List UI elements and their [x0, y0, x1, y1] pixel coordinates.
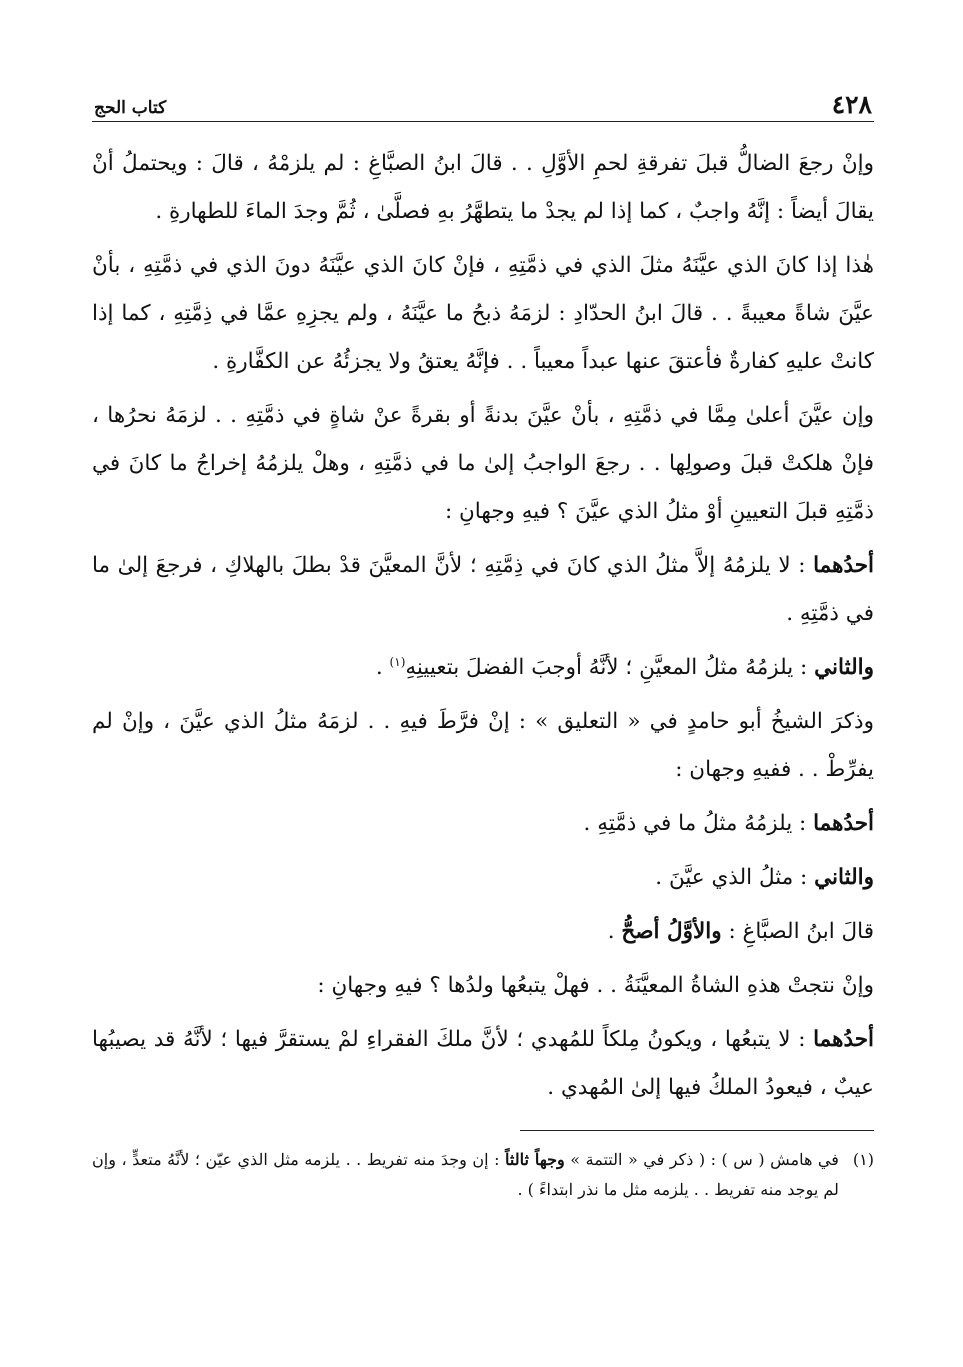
paragraph-text: : لا يلزمُهُ إلاَّ مثلُ الذي كانَ في ذِمَّتِهِ ؛ لأنَّ المعيَّنَ قدْ بطلَ بالهلاكِ ، فرجعَ إلىٰ ما في ذمَّتِهِ .: [92, 553, 874, 626]
paragraph-lead: أحدُهما: [813, 1027, 874, 1052]
footnote-bold: وجهاً ثالثاً: [505, 1150, 565, 1169]
paragraph: [92, 392, 874, 536]
paragraph-text: وإنْ رجعَ الضالُّ قبلَ تفرقةِ لحمِ الأوَّلِ . . قالَ ابنُ الصبَّاغِ : لم يلزمْهُ ، قالَ : ويحتملُ أنْ يقالَ أيضاً : إنَّهُ واجبٌ ، كما إذا لم يجدْ ما يتطهَّرُ بهِ فصلَّىٰ ، ثُمَّ وجدَ الماءَ للطهارةِ .: [92, 151, 874, 224]
paragraph: [92, 854, 874, 902]
paragraph: [92, 908, 874, 956]
paragraph: [92, 644, 874, 692]
page-number: ٤٢٨: [831, 90, 872, 119]
paragraph-text: وإن عيَّنَ أعلىٰ مِمَّا في ذمَّتِهِ ، بأنْ عيَّنَ بدنةً أو بقرةً عنْ شاةٍ في ذمَّتِهِ . . لزمَهُ نحرُها ، فإنْ هلكتْ قبلَ وصولِها . . رجعَ الواجبُ إلىٰ ما في ذمَّتِهِ ، وهلْ يلزمُهُ إخراجُ ما كانَ في ذمَّتِهِ قبلَ التعيينِ أوْ مثلُ الذي عيَّنَ ؟ فيهِ وجهانِ :: [92, 403, 874, 524]
paragraph: [92, 800, 874, 848]
paragraph-text: : يلزمُهُ مثلُ المعيَّنِ ؛ لأنَّهُ أوجبَ الفضلَ بتعيينِهِ: [405, 655, 815, 680]
footnote-text-b: : إن وجدَ منه تفريط . . يلزمه مثل الذي عيّن ؛ لأنَّهُ متعدٍّ ، وإن لم يوجد منه تفريط . . يلزمه مثل ما نذر ابتداءً ) .: [92, 1150, 839, 1199]
paragraph-lead: أحدُهما: [813, 811, 874, 836]
page: [92, 82, 874, 1205]
paragraph-text: وإنْ نتجتْ هذهِ الشاةُ المعيَّنَةُ . . فهلْ يتبعُها ولدُها ؟ فيهِ وجهانِ :: [317, 973, 874, 998]
page-header: [92, 82, 874, 122]
paragraph-tail: .: [375, 655, 390, 680]
paragraph-lead: والثاني: [814, 865, 874, 890]
footnote-text: [92, 1145, 839, 1205]
paragraph-text: : يلزمُهُ مثلُ ما في ذمَّتِهِ .: [583, 811, 814, 836]
paragraph: [92, 698, 874, 794]
paragraph: [92, 140, 874, 236]
running-title: كتاب الحج: [94, 98, 167, 118]
paragraph: [92, 1016, 874, 1112]
paragraph-bold: والأوَّلُ أصحُّ: [621, 919, 722, 944]
paragraph-text: وذكرَ الشيخُ أبو حامدٍ في « التعليق » : إنْ فرَّطَ فيهِ . . لزمَهُ مثلُ الذي عيَّنَ ، وإنْ لم يفرِّطْ . . ففيهِ وجهان :: [92, 709, 874, 782]
footnote-number: (١): [852, 1150, 874, 1169]
footnote-text-a: في هامش ( س ) : ( ذكر في « التتمة »: [564, 1150, 839, 1169]
footnote-reference[interactable]: (١): [389, 654, 406, 669]
paragraph-text: قالَ ابنُ الصبَّاغِ :: [721, 919, 874, 944]
footnote: [92, 1145, 874, 1205]
paragraph-tail: .: [607, 919, 622, 944]
paragraph: [92, 242, 874, 386]
paragraph-text: هٰذا إذا كانَ الذي عيَّنَهُ مثلَ الذي في ذمَّتِهِ ، فإنْ كانَ الذي عيَّنَهُ دونَ الذي في ذمَّتِهِ ، بأنْ عيَّنَ شاةً معيبةً . . قالَ ابنُ الحدّادِ : لزمَهُ ذبحُ ما عيَّنَهُ ، ولم يجزِهِ عمَّا في ذِمَّتِهِ ، كما إذا كانتْ عليهِ كفارةٌ فأعتقَ عنها عبداً معيباً . . فإنَّهُ يعتقُ ولا يجزئُهُ عن الكفَّارةِ .: [92, 253, 874, 374]
paragraph-lead: والثاني: [814, 655, 874, 680]
page-body: [92, 140, 874, 1112]
paragraph: [92, 542, 874, 638]
paragraph-lead: أحدُهما: [813, 553, 874, 578]
paragraph: [92, 962, 874, 1010]
footnote-divider: [520, 1130, 874, 1131]
paragraph-text: : مثلُ الذي عيَّنَ .: [655, 865, 815, 890]
paragraph-text: : لا يتبعُها ، ويكونُ مِلكاً للمُهدي ؛ لأنَّ ملكَ الفقراءِ لمْ يستقرَّ فيها ؛ لأنَّهُ قد يصيبُها عيبٌ ، فيعودُ الملكُ فيها إلىٰ المُهدي .: [92, 1027, 874, 1100]
